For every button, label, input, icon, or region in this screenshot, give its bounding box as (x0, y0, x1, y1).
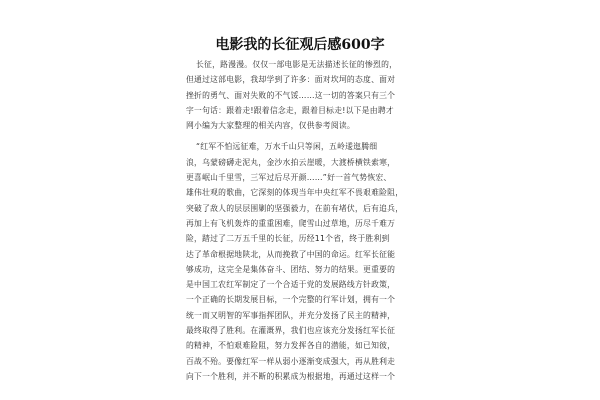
text-line: 统一而又明智的军事指挥团队，并充分发扬了民主的精神， (186, 310, 396, 320)
text-line: 再加上有飞机轰炸的重重困难，爬雪山过草地，历尽千难万 (186, 218, 396, 228)
text-line: 百战不殆。要像红军一样从弱小逐渐变成强大，再从胜利走 (186, 356, 396, 366)
text-line: 网小编为大家整理的相关内容，仅供参考阅读。 (186, 121, 355, 131)
text-line: 雄伟壮观的歌曲，它深刻的体现当年中央红军不畏艰难险阻， (186, 188, 404, 198)
text-line: 向下一个胜利，并不断的积累成为根据地，再通过这样一个 (186, 371, 396, 381)
text-line: 字一句话：跟着走!跟着信念走，跟着目标走!以下是由聘才 (186, 105, 394, 115)
text-line: 最终取得了胜利。在灌溉界，我们也应该充分发扬红军长征 (186, 326, 396, 336)
text-line: 是中国工农红军制定了一个合适于党的发展路线方针政策， (186, 280, 396, 290)
text-line: 险，踏过了二万五千里的长征，历经11个省，终于胜利到 (186, 234, 390, 244)
document-body (186, 57, 431, 384)
text-line: 长征，路漫漫。仅仅一部电影是无法描述长征的惨烈的， (196, 60, 398, 69)
text-line: 一个正确的长期发展目标，一个完整的行军计划，拥有一个 (186, 295, 396, 305)
text-line: 突破了敌人的层层围剿的坚强毅力，在前有堵伏，后有追兵， (186, 203, 404, 213)
text-line: 的精神，不怕艰难险阻，努力发挥各自的潜能，如已知彼， (186, 341, 396, 351)
paragraph-main (186, 139, 431, 384)
text-line: 挫折的勇气、面对失败的不气馁……这一切的答案只有三个 (186, 90, 396, 100)
text-line: 但通过这部电影，我却学到了许多：面对坎坷的态度、面对 (186, 75, 396, 85)
paragraph-intro (186, 57, 431, 133)
text-line: 达了革命根据地陕北，从而挽救了中国的命运。红军长征能 (186, 249, 396, 259)
text-line: 浪，乌蒙磅礴走泥丸，金沙水拍云崖暖，大渡桥横铁索寒， (186, 157, 396, 167)
text-line: “红军不怕远征难，万水千山只等闲，五岭逶迤腾细 (196, 142, 378, 152)
document-title: 电影我的长征观后感600字 (215, 37, 385, 53)
text-line: 够成功，这完全是集体奋斗、团结、努力的结果。更重要的 (186, 264, 396, 274)
text-line: 更喜岷山千里雪，三军过后尽开颜……”好一首气势恢宏、 (186, 173, 392, 183)
